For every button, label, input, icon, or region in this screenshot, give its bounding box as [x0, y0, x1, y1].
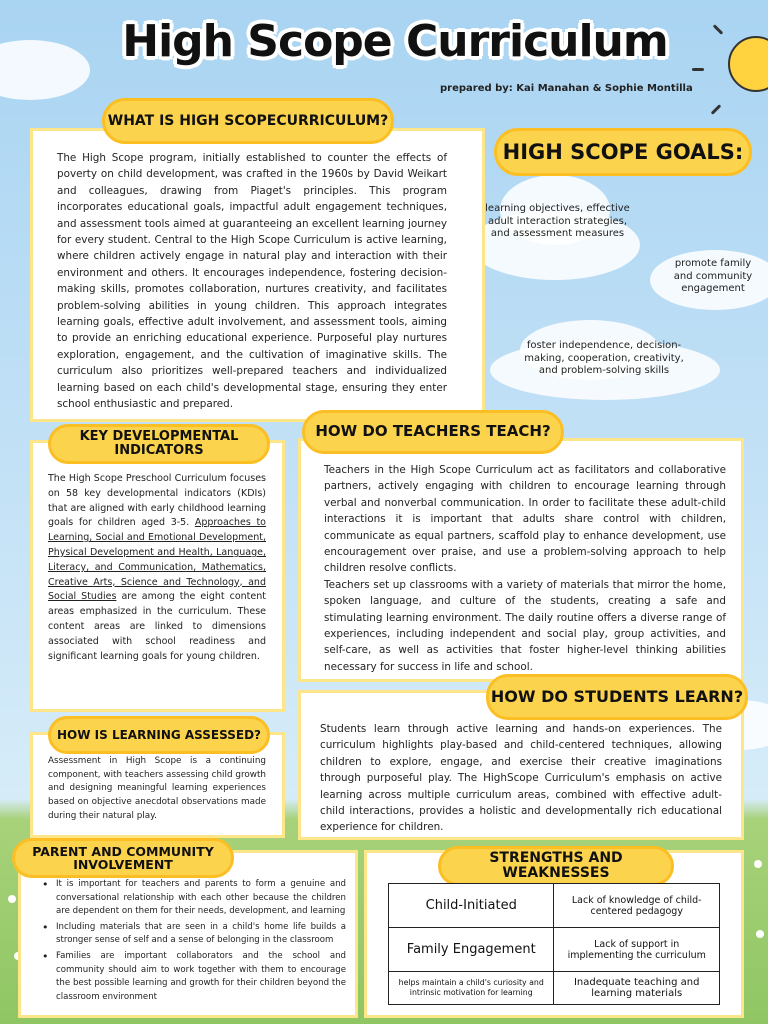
kdi-areas: Approaches to Learning, Social and Emotional Development, Physical Development and Health, Language, Literacy, and Communication, Mathematics, Creative Arts, Science and Technology, and Social Studies: [48, 517, 266, 603]
teach-body: [324, 462, 726, 675]
flower-decoration: [756, 930, 764, 938]
learn-body: Students learn through active learning and hands-on experiences. The curriculum highlights play-based and child-centered techniques, allowing children to explore, engage, and exercise their creative imaginations through purposeful play. The HighScope Curriculum's emphasis on active learning across multiple curriculum areas, combined with effective adult-child interactions, provides a holistic and developmentally rich educational experience for children.: [320, 723, 722, 834]
goal-item: learning objectives, effective adult interaction strategies, and assessment measures: [485, 203, 630, 239]
cloud-decoration: [0, 40, 90, 100]
parent-heading: PARENT AND COMMUNITY INVOLVEMENT: [12, 838, 234, 878]
sw-row: [389, 928, 720, 972]
sw-heading: STRENGTHS AND WEAKNESSES: [438, 846, 674, 886]
what-is-body: The High Scope program, initially established to counter the effects of poverty on child development, was crafted in the 1960s by David Weikart and colleagues, drawing from Piaget's principles. This program incorporates educational goals, impactful adult engagement techniques, and assessment tools aimed at guaranteeing an excellent learning journey for every student. Central to the High Scope Curriculum is active learning, where children actively engage in natural play and interaction with their environment and others. It encourages independence, fostering decision-making skills, promotes collaboration, nurtures creativity, and facilitates problem-solving abilities in young children. This approach integrates learning goals, effective adult involvement, and assessment tools, aiming to provide an enriching educational experience. Purposeful play nurtures exploration, engagement, and the cultivation of imaginative skills. The curriculum also prioritizes well-prepared teachers and individualized learning based on each child's developmental stage, ensuring they enter school enthusiastic and prepared.: [57, 152, 447, 411]
flower-decoration: [8, 895, 16, 903]
sw-row: [389, 884, 720, 928]
parent-item: • It is important for teachers and parents to form a genuine and conversational relationship with each other because the children are dependent on them for their needs, development, and learning: [40, 878, 346, 919]
sun-ray-icon: [711, 104, 722, 115]
goal-item: promote family and community engagement: [673, 258, 753, 294]
learn-heading: HOW DO STUDENTS LEARN?: [486, 674, 748, 720]
what-is-heading: WHAT IS HIGH SCOPECURRICULUM?: [102, 98, 394, 144]
page-title: High Scope Curriculum: [122, 16, 668, 67]
teach-heading: HOW DO TEACHERS TEACH?: [302, 410, 564, 454]
sw-strength: Family Engagement: [389, 928, 554, 972]
teach-para-2: Teachers set up classrooms with a variety of materials that mirror the home, spoken language, and culture of the students, creating a safe and stimulating learning environment. The daily routine offers a diverse range of experiences, including independent and social play, group activities, and self-care, as well as activities that foster higher-level thinking abilities necessary for success in life and school.: [324, 578, 726, 673]
kdi-outro: are among the eight content areas emphasized in the curriculum. These content areas are linked to dimensions associated with school readiness and significant learning goals for young children.: [48, 591, 266, 662]
parent-list: [40, 878, 346, 1006]
assessed-body: Assessment in High Scope is a continuing component, with teachers assessing child growth and designing meaningful learning experiences based on objective anecdotal observations made during their natural play.: [48, 756, 266, 821]
flower-decoration: [754, 860, 762, 868]
byline: prepared by: Kai Manahan & Sophie Montilla: [440, 83, 693, 94]
teach-para-1: Teachers in the High Scope Curriculum act as facilitators and collaborative partners, actively engaging with children to encourage learning through verbal and nonverbal communication. In order to facilitate these adult-child interactions it is important that adults share control with children, communicate as equal partners, scaffold play to enhance development, use encouragement over praise, and use a problem-solving approach to help children resolve conflicts.: [324, 464, 726, 575]
assessed-heading: HOW IS LEARNING ASSESSED?: [48, 716, 270, 754]
sun-icon: [728, 36, 768, 92]
goal-item: foster independence, decision-making, cooperation, creativity, and problem-solving skills: [524, 340, 684, 376]
sw-row: [389, 972, 720, 1005]
parent-item: • Including materials that are seen in a child's home life builds a stronger sense of self and a sense of belonging in the classroom: [40, 921, 346, 948]
sw-table: [388, 883, 720, 1005]
sw-weakness: Lack of knowledge of child-centered pedagogy: [554, 884, 720, 928]
parent-item: • Families are important collaborators and the school and community should aim to work together with them to encourage the best possible learning and growth for their children beyond the classroom environment: [40, 950, 346, 1004]
sun-ray-icon: [692, 68, 704, 71]
sw-strength: helps maintain a child's curiosity and intrinsic motivation for learning: [389, 972, 554, 1005]
kdi-body: [48, 472, 266, 664]
sun-ray-icon: [713, 24, 724, 35]
kdi-heading: KEY DEVELOPMENTAL INDICATORS: [48, 424, 270, 464]
sw-strength: Child-Initiated: [389, 884, 554, 928]
sw-weakness: Inadequate teaching and learning materials: [554, 972, 720, 1005]
sw-weakness: Lack of support in implementing the curriculum: [554, 928, 720, 972]
goals-heading: HIGH SCOPE GOALS:: [494, 128, 752, 176]
kdi-intro: The High Scope Preschool Curriculum focuses on 58 key developmental indicators (KDIs) that are aligned with early childhood learning goals for children aged 3-5.: [48, 473, 266, 529]
